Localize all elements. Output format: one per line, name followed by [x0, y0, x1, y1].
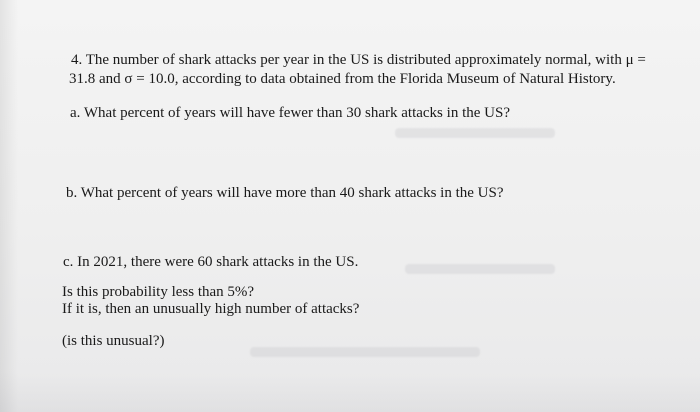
followup-question-1: Is this probability less than 5%? — [62, 284, 255, 300]
question-intro-line-2: 31.8 and σ = 10.0, according to data obtained from the Florida Museum of Natural History. — [69, 71, 616, 87]
part-c-question: c. In 2021, there were 60 shark attacks in the US. — [63, 254, 359, 270]
question-intro-line-1: 4. The number of shark attacks per year in the US is distributed approximately normal, with μ = — [71, 52, 646, 68]
bleed-through-mark — [250, 347, 480, 357]
page-shadow-bottom — [0, 372, 700, 412]
bleed-through-mark — [405, 264, 555, 274]
part-b-question: b. What percent of years will have more than 40 shark attacks in the US? — [66, 185, 504, 201]
bleed-through-mark — [395, 128, 555, 138]
followup-question-3: (is this unusual?) — [62, 333, 165, 349]
page-shadow-left — [0, 0, 18, 412]
part-a-question: a. What percent of years will have fewer than 30 shark attacks in the US? — [70, 105, 510, 121]
followup-question-2: If it is, then an unusually high number of attacks? — [62, 301, 360, 317]
